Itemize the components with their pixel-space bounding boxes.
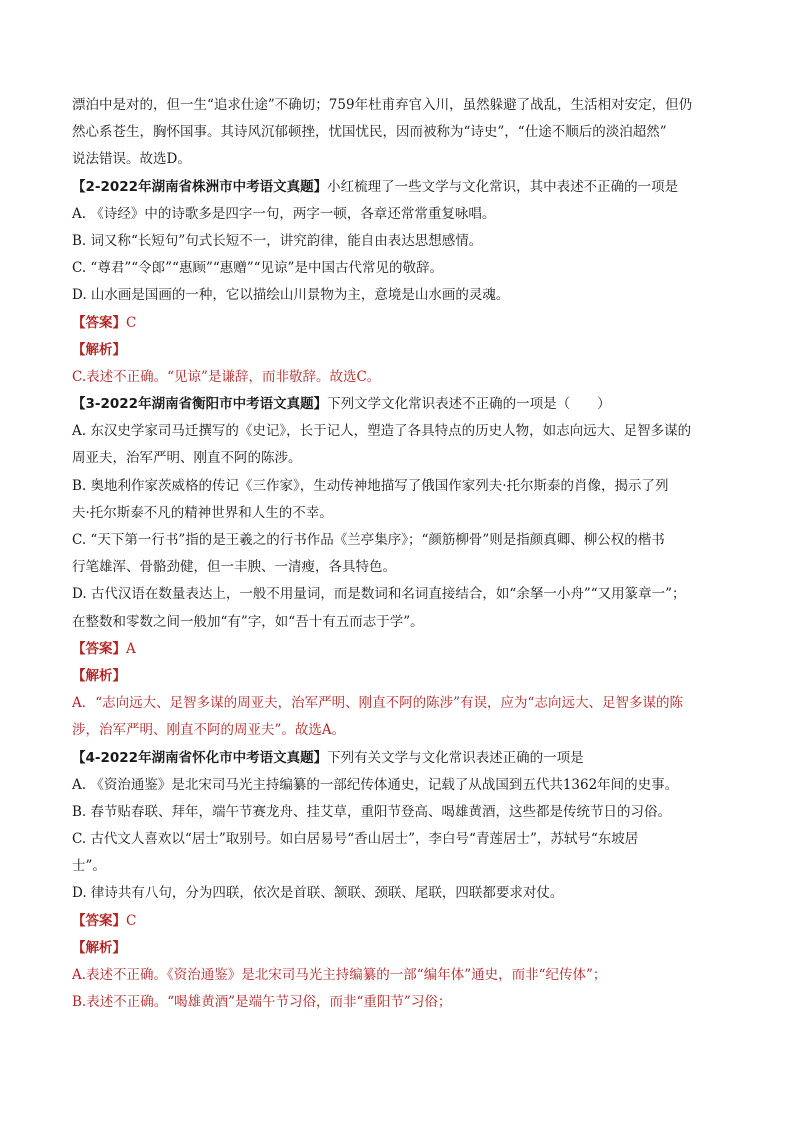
question-4-stem: 下列有关文学与文化常识表述正确的一项是 xyxy=(327,749,584,766)
question-3-option-d-line-1: D. 古代汉语在数量表达上，一般不用量词，而是数词和名词直接结合，如“余拏一小舟”“又用篆章一”； xyxy=(72,586,686,603)
question-2-analysis-label: 【解析】 xyxy=(72,341,126,358)
page-content xyxy=(72,92,724,1016)
question-3-header: 【3-2022年湖南省衡阳市中考语文真题】 xyxy=(72,396,328,413)
question-3-stem: 下列文学文化常识表述不正确的一项是（ ） xyxy=(327,396,611,413)
intro-line-2: 然心系苍生，胸怀国事。其诗风沉郁顿挫，忧国忧民，因而被称为“诗史”，“仕途不顺后的淡泊超然” xyxy=(72,124,667,141)
question-3-analysis-line-1: A．“志向远大、足智多谋的周亚夫，治军严明、刚直不阿的陈涉”有误，应为“志向远大、足智多谋的陈 xyxy=(72,695,683,712)
question-4-analysis-b: B.表述不正确。“喝雄黄酒”是端午节习俗，而非“重阳节”习俗； xyxy=(72,994,452,1011)
question-2-answer-label: 【答案】 xyxy=(72,314,126,331)
question-4-option-c-line-2: 士”。 xyxy=(72,858,106,875)
question-3-analysis-label: 【解析】 xyxy=(72,667,126,684)
question-2-analysis-text: C.表述不正确。“见谅”是谦辞，而非敬辞。故选C。 xyxy=(72,368,381,385)
question-4-analysis-label: 【解析】 xyxy=(72,939,126,956)
question-3-option-a-line-1: A. 东汉史学家司马迁撰写的《史记》，长于记人，塑造了各具特点的历史人物，如志向远大、足智多谋的 xyxy=(72,423,692,440)
question-3-answer-line xyxy=(72,636,724,663)
question-3-option-b-line-2: 夫·托尔斯泰不凡的精神世界和人生的不幸。 xyxy=(72,504,333,521)
question-4-analysis-a: A.表述不正确。《资治通鉴》是北宋司马光主持编纂的一部“编年体”通史，而非“纪传体”； xyxy=(72,967,607,983)
question-2-header: 【2-2022年湖南省株洲市中考语文真题】 xyxy=(72,178,328,195)
question-4-answer-line xyxy=(72,908,724,935)
question-3-stem-line xyxy=(72,391,724,418)
question-4-option-d: D. 律诗共有八句，分为四联，依次是首联、颔联、颈联、尾联，四联都要求对仗。 xyxy=(72,885,564,902)
question-3-option-b-line-1: B. 奥地利作家茨威格的传记《三作家》，生动传神地描写了俄国作家列夫·托尔斯泰的肖像，揭示了列 xyxy=(72,477,669,494)
question-3-option-c-line-2: 行笔雄浑、骨骼劲健，但一丰腴、一清瘦，各具特色。 xyxy=(72,559,396,576)
question-2-option-d: D. 山水画是国画的一种，它以描绘山川景物为主，意境是山水画的灵魂。 xyxy=(72,287,510,304)
intro-line-3: 说法错误。故选D。 xyxy=(72,151,191,168)
question-3-answer-label: 【答案】 xyxy=(72,640,126,657)
question-2-stem-line xyxy=(72,174,724,201)
question-3-option-a-line-2: 周亚夫，治军严明、刚直不阿的陈涉。 xyxy=(72,450,302,467)
question-4-answer-label: 【答案】 xyxy=(72,912,126,929)
question-3-option-d-line-2: 在整数和零数之间一般加“有”字，如“吾十有五而志于学”。 xyxy=(72,613,424,630)
question-3-option-c-line-1: C. “天下第一行书”指的是王羲之的行书作品《兰亭集序》；“颜筋柳骨”则是指颜真卿、柳公权的楷书 xyxy=(72,532,665,548)
question-4-option-c-line-1: C. 古代文人喜欢以“居士”取别号。如白居易号“香山居士”，李白号“青莲居士”，苏轼号“东坡居 xyxy=(72,831,639,848)
question-2-option-a: A. 《诗经》中的诗歌多是四字一句，两字一顿，各章还常常重复咏唱。 xyxy=(72,205,496,222)
question-3-analysis-line-2: 涉，治军严明、刚直不阿的周亚夫”。故选A。 xyxy=(72,722,346,739)
question-2-option-b: B. 词又称“长短句”句式长短不一，讲究韵律，能自由表达思想感情。 xyxy=(72,232,483,249)
question-4-option-b: B. 春节贴春联、拜年，端午节赛龙舟、挂艾草，重阳节登高、喝雄黄酒，这些都是传统节日的习俗。 xyxy=(72,803,672,820)
question-4-option-a: A. 《资治通鉴》是北宋司马光主持编纂的一部纪传体通史，记载了从战国到五代共1362年间的史事。 xyxy=(72,776,679,793)
question-2-stem: 小红梳理了一些文学与文化常识，其中表述不正确的一项是 xyxy=(327,178,679,195)
question-2-answer-line xyxy=(72,310,724,337)
question-4-header: 【4-2022年湖南省怀化市中考语文真题】 xyxy=(72,749,328,766)
question-3-answer-value: A xyxy=(126,640,136,657)
question-4-answer-value: C xyxy=(126,912,137,929)
question-2-option-c: C. “尊君”“令郎”“惠顾”“惠赠”“见谅”是中国古代常见的敬辞。 xyxy=(72,260,443,277)
question-2-answer-value: C xyxy=(126,314,137,331)
question-4-stem-line xyxy=(72,745,724,772)
intro-line-1: 漂泊中是对的，但一生“追求仕途”不确切；759年杜甫弃官入川，虽然躲避了战乱，生活相对安定，但仍 xyxy=(72,97,693,113)
